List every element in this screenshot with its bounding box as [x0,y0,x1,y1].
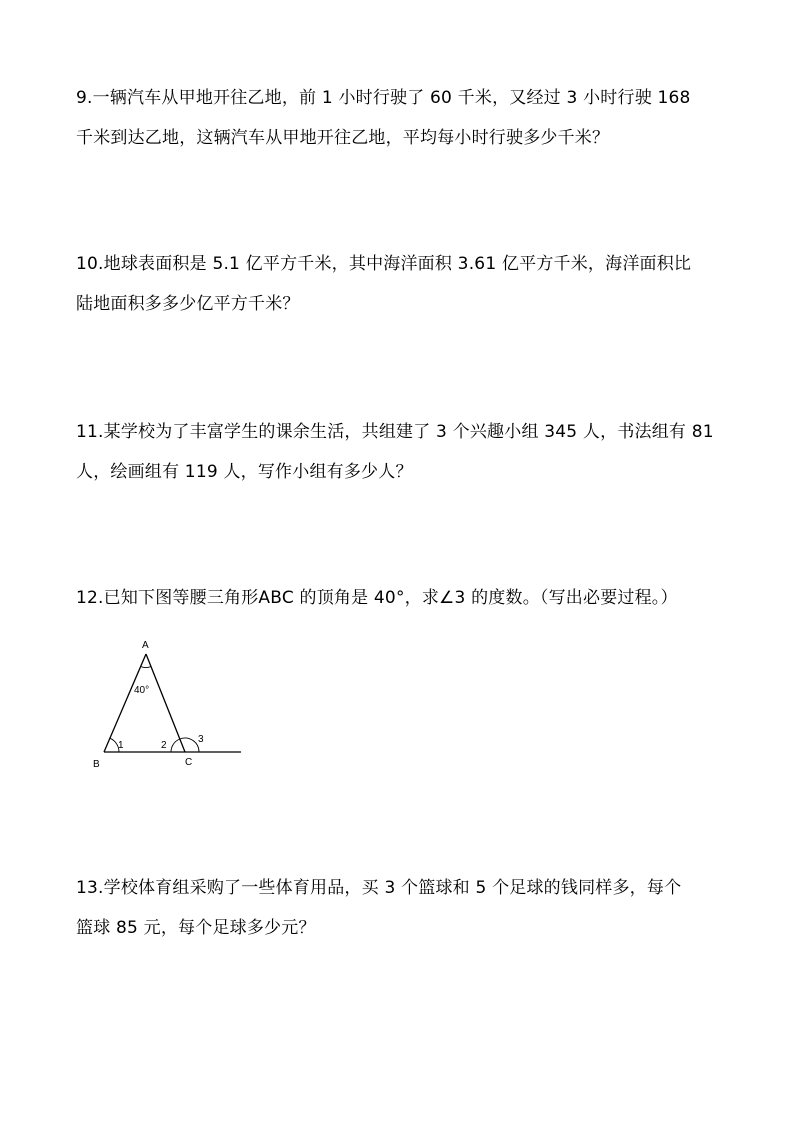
question-10 [76,244,726,324]
question-9-line-2: 千米到达乙地，这辆汽车从甲地开往乙地，平均每小时行驶多少千米？ [76,128,610,148]
question-11 [76,412,726,492]
question-12-line-1: 12.已知下图等腰三角形ABC 的顶角是 40°，求∠3 的度数。（写出必要过程。） [76,588,678,608]
question-9 [76,78,726,158]
question-13 [76,868,726,948]
question-11-line-2: 人，绘画组有 119 人，写作小组有多少人？ [76,462,413,482]
apex-angle-label: 40° [134,685,150,696]
vertex-b-label: B [93,759,100,770]
vertex-c-label: C [185,757,193,768]
side-ac [146,654,185,752]
apex-angle-arc [141,667,152,668]
angle-2-arc [171,739,180,752]
angle-3-label: 3 [198,734,204,745]
side-ab [104,654,146,752]
question-11-line-1: 11.某学校为了丰富学生的课余生活，共组建了 3 个兴趣小组 345 人，书法组有 81 [76,422,714,442]
question-12 [76,578,726,618]
triangle-figure [86,632,256,777]
angle-1-label: 1 [118,740,124,751]
question-9-line-1: 9.一辆汽车从甲地开往乙地，前 1 小时行驶了 60 千米，又经过 3 小时行驶 168 [76,88,691,108]
question-13-line-2: 篮球 85 元，每个足球多少元？ [76,918,316,938]
vertex-a-label: A [142,640,149,651]
question-10-line-2: 陆地面积多多少亿平方千米？ [76,294,300,314]
angle-2-label: 2 [161,740,167,751]
question-13-line-1: 13.学校体育组采购了一些体育用品，买 3 个篮球和 5 个足球的钱同样多，每个 [76,878,682,898]
question-10-line-1: 10.地球表面积是 5.1 亿平方千米，其中海洋面积 3.61 亿平方千米，海洋面积比 [76,254,692,274]
